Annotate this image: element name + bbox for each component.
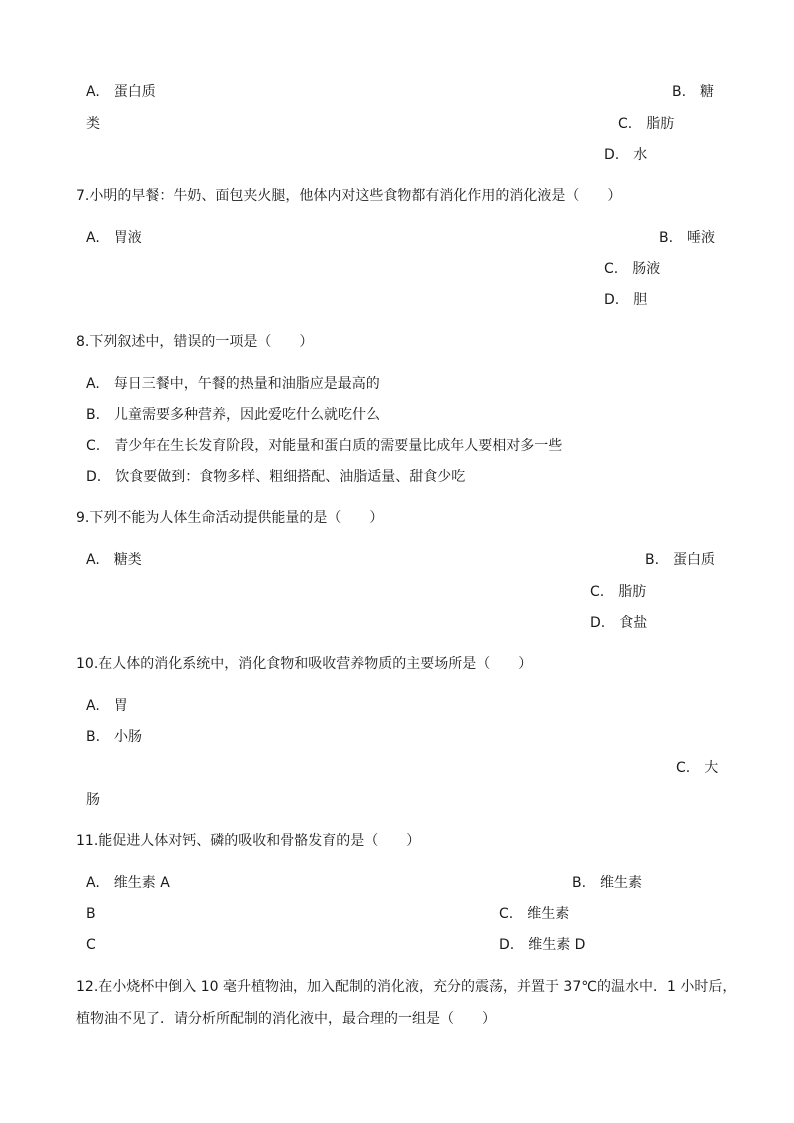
q6-option-b-wrap: 类 <box>86 116 100 132</box>
q11-option-b-wrap: B <box>86 906 96 922</box>
q9-option-c[interactable]: C. 脂肪 <box>590 584 647 600</box>
q11-option-c[interactable]: C. 维生素 <box>499 906 570 922</box>
q8-option-b[interactable]: B. 儿童需要多种营养，因此爱吃什么就吃什么 <box>86 407 381 423</box>
q8-option-d[interactable]: D. 饮食要做到：食物多样、粗细搭配、油脂适量、甜食少吃 <box>86 469 466 485</box>
q6-option-b[interactable]: B. 糖 <box>672 84 715 100</box>
q6-option-a[interactable]: A. 蛋白质 <box>86 84 156 100</box>
q9-option-a[interactable]: A. 糖类 <box>86 552 142 568</box>
q12-question-line1: 12.在小烧杯中倒入 10 毫升植物油，加入配制的消化液，充分的震荡，并置于 37℃的温水中．1 小时后， <box>76 979 737 995</box>
q11-option-b[interactable]: B. 维生素 <box>572 875 643 891</box>
q6-option-d[interactable]: D. 水 <box>604 147 648 163</box>
q10-option-a[interactable]: A. 胃 <box>86 698 128 714</box>
q10-option-c-wrap: 肠 <box>86 792 100 808</box>
q11-option-c-wrap: C <box>86 937 96 953</box>
q10-option-c[interactable]: C. 大 <box>676 760 719 776</box>
q10-question: 10.在人体的消化系统中，消化食物和吸收营养物质的主要场所是（ ） <box>76 656 533 672</box>
q11-option-a[interactable]: A. 维生素 A <box>86 875 170 891</box>
q7-option-c[interactable]: C. 肠液 <box>604 261 661 277</box>
q6-option-c[interactable]: C. 脂肪 <box>618 116 675 132</box>
q8-option-a[interactable]: A. 每日三餐中，午餐的热量和油脂应是最高的 <box>86 376 380 392</box>
q12-question-line2: 植物油不见了．请分析所配制的消化液中，最合理的一组是（ ） <box>76 1011 496 1027</box>
q11-question: 11.能促进人体对钙、磷的吸收和骨骼发育的是（ ） <box>76 833 421 849</box>
q9-question: 9.下列不能为人体生命活动提供能量的是（ ） <box>76 510 384 526</box>
q7-option-d[interactable]: D. 胆 <box>604 292 648 308</box>
q9-option-b[interactable]: B. 蛋白质 <box>645 552 716 568</box>
q8-question: 8.下列叙述中，错误的一项是（ ） <box>76 334 314 350</box>
q7-option-a[interactable]: A. 胃液 <box>86 230 142 246</box>
q7-option-b[interactable]: B. 唾液 <box>659 230 716 246</box>
q7-question: 7.小明的早餐：牛奶、面包夹火腿，他体内对这些食物都有消化作用的消化液是（ ） <box>76 188 622 204</box>
q11-option-d[interactable]: D. 维生素 D <box>499 937 586 953</box>
q8-option-c[interactable]: C. 青少年在生长发育阶段，对能量和蛋白质的需要量比成年人要相对多一些 <box>86 438 563 454</box>
q9-option-d[interactable]: D. 食盐 <box>590 615 648 631</box>
q10-option-b[interactable]: B. 小肠 <box>86 729 143 745</box>
